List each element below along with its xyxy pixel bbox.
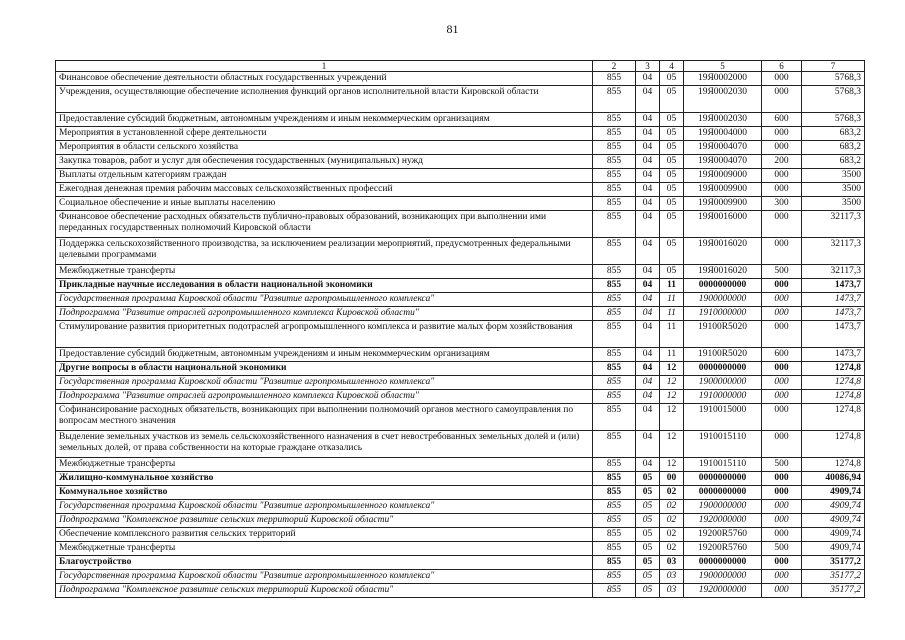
target-article-code-cell: 1900000000 (684, 376, 762, 390)
section-code-cell: 04 (636, 265, 660, 279)
section-code-cell: 05 (636, 514, 660, 528)
expense-type-code-cell: 000 (762, 431, 802, 458)
amount-cell: 5768,3 (802, 86, 865, 113)
expense-name-cell: Межбюджетные трансферты (56, 458, 593, 472)
expense-type-code-cell: 600 (762, 348, 802, 362)
column-number: 6 (762, 61, 802, 72)
amount-cell: 1473,7 (802, 321, 865, 348)
target-article-code-cell: 19200R5760 (684, 528, 762, 542)
ministry-code-cell: 855 (593, 458, 636, 472)
expense-type-code-cell: 000 (762, 169, 802, 183)
column-number-row (56, 61, 865, 72)
expense-type-code-cell: 300 (762, 197, 802, 211)
expense-type-code-cell: 200 (762, 155, 802, 169)
expense-name-cell: Подпрограмма "Комплексное развитие сельских территорий Кировской области" (56, 584, 593, 598)
section-code-cell: 05 (636, 472, 660, 486)
expense-name-cell: Государственная программа Кировской области "Развитие агропромышленного комплекса" (56, 293, 593, 307)
subsection-code-cell: 05 (660, 86, 684, 113)
target-article-code-cell: 0000000000 (684, 362, 762, 376)
target-article-code-cell: 1910000000 (684, 307, 762, 321)
ministry-code-cell: 855 (593, 155, 636, 169)
column-number: 5 (684, 61, 762, 72)
expense-name-cell: Софинансирование расходных обязательств, возникающих при выполнении полномочий органов местного самоуправления по вопросам местного значения (56, 404, 593, 431)
section-code-cell: 05 (636, 570, 660, 584)
target-article-code-cell: 1910015110 (684, 431, 762, 458)
ministry-code-cell: 855 (593, 404, 636, 431)
expense-name-cell: Государственная программа Кировской области "Развитие агропромышленного комплекса" (56, 376, 593, 390)
subsection-code-cell: 05 (660, 72, 684, 86)
table-row (56, 197, 865, 211)
target-article-code-cell: 19Я0004000 (684, 127, 762, 141)
ministry-code-cell: 855 (593, 86, 636, 113)
expense-name-cell: Жилищно-коммунальное хозяйство (56, 472, 593, 486)
amount-cell: 3500 (802, 169, 865, 183)
table-row (56, 514, 865, 528)
table-row (56, 238, 865, 265)
amount-cell: 4909,74 (802, 542, 865, 556)
table-row (56, 458, 865, 472)
ministry-code-cell: 855 (593, 431, 636, 458)
target-article-code-cell: 19Я0004070 (684, 155, 762, 169)
table-row (56, 472, 865, 486)
section-code-cell: 04 (636, 376, 660, 390)
ministry-code-cell: 855 (593, 238, 636, 265)
amount-cell: 4909,74 (802, 528, 865, 542)
subsection-code-cell: 11 (660, 279, 684, 293)
table-row (56, 542, 865, 556)
table-row (56, 169, 865, 183)
amount-cell: 35177,2 (802, 584, 865, 598)
subsection-code-cell: 05 (660, 113, 684, 127)
ministry-code-cell: 855 (593, 348, 636, 362)
subsection-code-cell: 02 (660, 486, 684, 500)
target-article-code-cell: 19Я0016000 (684, 211, 762, 238)
expense-name-cell: Межбюджетные трансферты (56, 542, 593, 556)
subsection-code-cell: 00 (660, 472, 684, 486)
target-article-code-cell: 0000000000 (684, 486, 762, 500)
amount-cell: 1473,7 (802, 293, 865, 307)
table-row (56, 72, 865, 86)
ministry-code-cell: 855 (593, 265, 636, 279)
table-row (56, 486, 865, 500)
ministry-code-cell: 855 (593, 169, 636, 183)
expense-name-cell: Обеспечение комплексного развития сельских территорий (56, 528, 593, 542)
expense-name-cell: Поддержка сельскохозяйственного производства, за исключением реализации мероприятий, предусмотренных федеральными целевыми программами (56, 238, 593, 265)
expense-name-cell: Коммунальное хозяйство (56, 486, 593, 500)
target-article-code-cell: 19Я0016020 (684, 265, 762, 279)
amount-cell: 35177,2 (802, 556, 865, 570)
expense-name-cell: Подпрограмма "Развитие отраслей агропромышленного комплекса Кировской области" (56, 307, 593, 321)
expense-name-cell: Закупка товаров, работ и услуг для обеспечения государственных (муниципальных) нужд (56, 155, 593, 169)
subsection-code-cell: 11 (660, 321, 684, 348)
ministry-code-cell: 855 (593, 211, 636, 238)
subsection-code-cell: 12 (660, 376, 684, 390)
subsection-code-cell: 11 (660, 307, 684, 321)
expense-type-code-cell: 000 (762, 127, 802, 141)
expense-name-cell: Ежегодная денежная премия рабочим массовых сельскохозяйственных профессий (56, 183, 593, 197)
target-article-code-cell: 0000000000 (684, 279, 762, 293)
expense-type-code-cell: 000 (762, 72, 802, 86)
column-number: 1 (56, 61, 593, 72)
target-article-code-cell: 0000000000 (684, 472, 762, 486)
ministry-code-cell: 855 (593, 113, 636, 127)
ministry-code-cell: 855 (593, 183, 636, 197)
amount-cell: 1274,8 (802, 362, 865, 376)
table-row (56, 86, 865, 113)
expense-name-cell: Предоставление субсидий бюджетным, автономным учреждениям и иным некоммерческим организациям (56, 113, 593, 127)
target-article-code-cell: 19100R5020 (684, 321, 762, 348)
amount-cell: 4909,74 (802, 500, 865, 514)
table-row (56, 570, 865, 584)
target-article-code-cell: 19Я0004070 (684, 141, 762, 155)
table-row (56, 279, 865, 293)
ministry-code-cell: 855 (593, 127, 636, 141)
table-row (56, 348, 865, 362)
section-code-cell: 04 (636, 348, 660, 362)
table-row (56, 183, 865, 197)
section-code-cell: 04 (636, 431, 660, 458)
amount-cell: 40086,94 (802, 472, 865, 486)
section-code-cell: 04 (636, 307, 660, 321)
expense-name-cell: Предоставление субсидий бюджетным, автономным учреждениям и иным некоммерческим организациям (56, 348, 593, 362)
target-article-code-cell: 1920000000 (684, 514, 762, 528)
table-row (56, 307, 865, 321)
expense-type-code-cell: 000 (762, 584, 802, 598)
target-article-code-cell: 19Я0009900 (684, 197, 762, 211)
amount-cell: 683,2 (802, 141, 865, 155)
amount-cell: 32117,3 (802, 265, 865, 279)
table-row (56, 376, 865, 390)
ministry-code-cell: 855 (593, 542, 636, 556)
target-article-code-cell: 19Я0009900 (684, 183, 762, 197)
expense-name-cell: Стимулирование развития приоритетных подотраслей агропромышленного комплекса и развитие малых форм хозяйствования (56, 321, 593, 348)
expense-name-cell: Мероприятия в области сельского хозяйства (56, 141, 593, 155)
amount-cell: 1274,8 (802, 404, 865, 431)
amount-cell: 683,2 (802, 127, 865, 141)
expense-name-cell: Прикладные научные исследования в области национальной экономики (56, 279, 593, 293)
expense-type-code-cell: 000 (762, 556, 802, 570)
section-code-cell: 05 (636, 486, 660, 500)
subsection-code-cell: 05 (660, 211, 684, 238)
section-code-cell: 04 (636, 211, 660, 238)
ministry-code-cell: 855 (593, 584, 636, 598)
expense-type-code-cell: 000 (762, 238, 802, 265)
budget-table-body (56, 61, 865, 598)
subsection-code-cell: 02 (660, 542, 684, 556)
expense-name-cell: Выделение земельных участков из земель сельскохозяйственного назначения в счет невостребованных земельных долей и (или) земельных долей, от права собственности на которые граждане отказались (56, 431, 593, 458)
subsection-code-cell: 05 (660, 238, 684, 265)
section-code-cell: 04 (636, 127, 660, 141)
ministry-code-cell: 855 (593, 472, 636, 486)
budget-table (55, 60, 865, 598)
expense-name-cell: Межбюджетные трансферты (56, 265, 593, 279)
ministry-code-cell: 855 (593, 486, 636, 500)
subsection-code-cell: 02 (660, 500, 684, 514)
table-row (56, 293, 865, 307)
section-code-cell: 04 (636, 155, 660, 169)
subsection-code-cell: 05 (660, 155, 684, 169)
section-code-cell: 04 (636, 362, 660, 376)
subsection-code-cell: 11 (660, 293, 684, 307)
table-row (56, 390, 865, 404)
expense-type-code-cell: 000 (762, 528, 802, 542)
table-row (56, 211, 865, 238)
amount-cell: 1274,8 (802, 376, 865, 390)
ministry-code-cell: 855 (593, 570, 636, 584)
ministry-code-cell: 855 (593, 528, 636, 542)
expense-type-code-cell: 000 (762, 404, 802, 431)
section-code-cell: 04 (636, 183, 660, 197)
target-article-code-cell: 19Я0002000 (684, 72, 762, 86)
expense-name-cell: Социальное обеспечение и иные выплаты населению (56, 197, 593, 211)
ministry-code-cell: 855 (593, 362, 636, 376)
column-number: 3 (636, 61, 660, 72)
section-code-cell: 04 (636, 238, 660, 265)
ministry-code-cell: 855 (593, 293, 636, 307)
target-article-code-cell: 1920000000 (684, 584, 762, 598)
expense-type-code-cell: 000 (762, 86, 802, 113)
expense-type-code-cell: 000 (762, 514, 802, 528)
target-article-code-cell: 0000000000 (684, 556, 762, 570)
subsection-code-cell: 12 (660, 458, 684, 472)
table-row (56, 431, 865, 458)
section-code-cell: 04 (636, 72, 660, 86)
expense-type-code-cell: 500 (762, 265, 802, 279)
amount-cell: 35177,2 (802, 570, 865, 584)
amount-cell: 1274,8 (802, 431, 865, 458)
section-code-cell: 04 (636, 197, 660, 211)
subsection-code-cell: 11 (660, 348, 684, 362)
expense-type-code-cell: 000 (762, 279, 802, 293)
subsection-code-cell: 02 (660, 528, 684, 542)
table-row (56, 127, 865, 141)
column-number: 2 (593, 61, 636, 72)
expense-name-cell: Государственная программа Кировской области "Развитие агропромышленного комплекса" (56, 500, 593, 514)
expense-type-code-cell: 000 (762, 486, 802, 500)
amount-cell: 3500 (802, 197, 865, 211)
expense-name-cell: Учреждения, осуществляющие обеспечение исполнения функций органов исполнительной власти Кировской области (56, 86, 593, 113)
amount-cell: 683,2 (802, 155, 865, 169)
subsection-code-cell: 03 (660, 584, 684, 598)
table-row (56, 362, 865, 376)
section-code-cell: 05 (636, 528, 660, 542)
expense-type-code-cell: 500 (762, 458, 802, 472)
table-row (56, 141, 865, 155)
expense-name-cell: Благоустройство (56, 556, 593, 570)
subsection-code-cell: 05 (660, 265, 684, 279)
amount-cell: 1274,8 (802, 390, 865, 404)
table-row (56, 265, 865, 279)
table-row (56, 556, 865, 570)
table-row (56, 404, 865, 431)
ministry-code-cell: 855 (593, 279, 636, 293)
amount-cell: 1473,7 (802, 307, 865, 321)
target-article-code-cell: 19100R5020 (684, 348, 762, 362)
column-number: 7 (802, 61, 865, 72)
expense-type-code-cell: 500 (762, 542, 802, 556)
target-article-code-cell: 19Я0009000 (684, 169, 762, 183)
expense-name-cell: Мероприятия в установленной сфере деятельности (56, 127, 593, 141)
expense-type-code-cell: 000 (762, 390, 802, 404)
expense-type-code-cell: 000 (762, 307, 802, 321)
subsection-code-cell: 12 (660, 390, 684, 404)
expense-type-code-cell: 600 (762, 113, 802, 127)
section-code-cell: 04 (636, 293, 660, 307)
subsection-code-cell: 05 (660, 197, 684, 211)
section-code-cell: 05 (636, 584, 660, 598)
target-article-code-cell: 1910000000 (684, 390, 762, 404)
table-row (56, 113, 865, 127)
ministry-code-cell: 855 (593, 556, 636, 570)
section-code-cell: 04 (636, 141, 660, 155)
target-article-code-cell: 1900000000 (684, 500, 762, 514)
table-row (56, 321, 865, 348)
table-row (56, 584, 865, 598)
target-article-code-cell: 19Я0002030 (684, 86, 762, 113)
subsection-code-cell: 05 (660, 183, 684, 197)
target-article-code-cell: 19Я0016020 (684, 238, 762, 265)
amount-cell: 4909,74 (802, 486, 865, 500)
ministry-code-cell: 855 (593, 500, 636, 514)
expense-name-cell: Выплаты отдельным категориям граждан (56, 169, 593, 183)
expense-type-code-cell: 000 (762, 376, 802, 390)
expense-type-code-cell: 000 (762, 293, 802, 307)
section-code-cell: 04 (636, 404, 660, 431)
target-article-code-cell: 1910015000 (684, 404, 762, 431)
expense-type-code-cell: 000 (762, 141, 802, 155)
section-code-cell: 05 (636, 556, 660, 570)
amount-cell: 32117,3 (802, 211, 865, 238)
target-article-code-cell: 1900000000 (684, 293, 762, 307)
section-code-cell: 04 (636, 321, 660, 348)
section-code-cell: 05 (636, 500, 660, 514)
section-code-cell: 04 (636, 390, 660, 404)
subsection-code-cell: 05 (660, 169, 684, 183)
section-code-cell: 05 (636, 542, 660, 556)
expense-type-code-cell: 000 (762, 570, 802, 584)
ministry-code-cell: 855 (593, 376, 636, 390)
amount-cell: 1274,8 (802, 458, 865, 472)
section-code-cell: 04 (636, 279, 660, 293)
ministry-code-cell: 855 (593, 72, 636, 86)
target-article-code-cell: 1900000000 (684, 570, 762, 584)
amount-cell: 5768,3 (802, 72, 865, 86)
expense-type-code-cell: 000 (762, 472, 802, 486)
expense-type-code-cell: 000 (762, 211, 802, 238)
amount-cell: 5768,3 (802, 113, 865, 127)
subsection-code-cell: 12 (660, 362, 684, 376)
section-code-cell: 04 (636, 113, 660, 127)
expense-name-cell: Подпрограмма "Комплексное развитие сельских территорий Кировской области" (56, 514, 593, 528)
expense-name-cell: Другие вопросы в области национальной экономики (56, 362, 593, 376)
section-code-cell: 04 (636, 169, 660, 183)
expense-type-code-cell: 000 (762, 183, 802, 197)
column-number: 4 (660, 61, 684, 72)
table-row (56, 500, 865, 514)
ministry-code-cell: 855 (593, 141, 636, 155)
subsection-code-cell: 12 (660, 431, 684, 458)
subsection-code-cell: 12 (660, 404, 684, 431)
target-article-code-cell: 19Я0002030 (684, 113, 762, 127)
section-code-cell: 04 (636, 86, 660, 113)
subsection-code-cell: 03 (660, 570, 684, 584)
subsection-code-cell: 02 (660, 514, 684, 528)
expense-name-cell: Финансовое обеспечение расходных обязательств публично-правовых образований, возникающих при выполнении ими переданных государственных полномочий Кировской области (56, 211, 593, 238)
subsection-code-cell: 05 (660, 141, 684, 155)
section-code-cell: 04 (636, 458, 660, 472)
amount-cell: 1473,7 (802, 279, 865, 293)
amount-cell: 4909,74 (802, 514, 865, 528)
expense-type-code-cell: 000 (762, 500, 802, 514)
amount-cell: 32117,3 (802, 238, 865, 265)
amount-cell: 1473,7 (802, 348, 865, 362)
ministry-code-cell: 855 (593, 390, 636, 404)
ministry-code-cell: 855 (593, 307, 636, 321)
expense-type-code-cell: 000 (762, 362, 802, 376)
expense-type-code-cell: 000 (762, 321, 802, 348)
ministry-code-cell: 855 (593, 321, 636, 348)
target-article-code-cell: 1910015110 (684, 458, 762, 472)
page-number: 81 (446, 22, 459, 36)
amount-cell: 3500 (802, 183, 865, 197)
subsection-code-cell: 03 (660, 556, 684, 570)
expense-name-cell: Подпрограмма "Развитие отраслей агропромышленного комплекса Кировской области" (56, 390, 593, 404)
ministry-code-cell: 855 (593, 197, 636, 211)
ministry-code-cell: 855 (593, 514, 636, 528)
expense-name-cell: Государственная программа Кировской области "Развитие агропромышленного комплекса" (56, 570, 593, 584)
target-article-code-cell: 19200R5760 (684, 542, 762, 556)
table-row (56, 528, 865, 542)
expense-name-cell: Финансовое обеспечение деятельности областных государственных учреждений (56, 72, 593, 86)
subsection-code-cell: 05 (660, 127, 684, 141)
table-row (56, 155, 865, 169)
